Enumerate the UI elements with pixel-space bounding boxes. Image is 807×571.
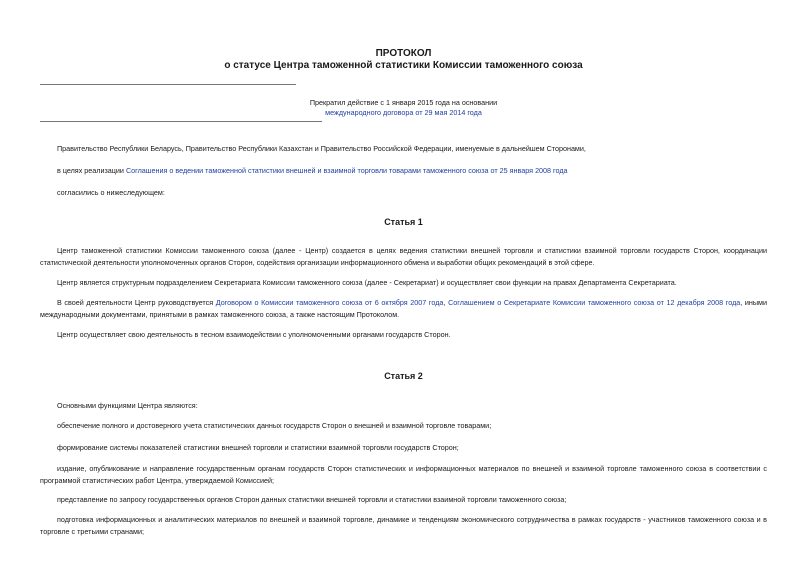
article-1-p3-prefix: В своей деятельности Центр руководствуется — [57, 298, 216, 307]
article-2-function-1: обеспечение полного и достоверного учета статистических данных государств Сторон о внешней и взаимной торговле товарами; — [57, 421, 492, 430]
treaty-link-2007[interactable]: Договором о Комиссии таможенного союза от 6 октября 2007 года — [215, 298, 444, 307]
article-1-heading: Статья 1 — [384, 217, 423, 227]
article-1-paragraph-3 — [40, 297, 767, 321]
article-2-function-3: издание, опубликование и направление государственным органам государств Сторон статистических и информационных материалов по внешней и взаимной торговле таможенного союза в соответствии с программой статистических работ Центра, утверждаемой Комиссией; — [40, 464, 767, 485]
article-2-function-4: представление по запросу государственных органов Сторон данных статистики внешней торговли и статистики взаимной торговли таможенного союза; — [57, 495, 567, 504]
preamble-paragraph-3: согласились о нижеследующем: — [57, 188, 165, 197]
article-2-intro: Основными функциями Центра являются: — [57, 401, 198, 410]
preamble-paragraph-2 — [57, 165, 568, 177]
article-2-function-5: подготовка информационных и аналитических материалов по внешней и взаимной торговле, динамике и тенденциям экономического сотрудничества в рамках государств - участников таможенного союза и в торговле с третьими странами; — [40, 515, 767, 536]
article-1-p3-suffix: , иными международными документами, принятыми в рамках таможенного союза, а также настоящим Протоколом. — [40, 298, 768, 319]
preamble-p2-prefix: в целях реализации — [57, 166, 126, 175]
status-note-line1: Прекратил действие с 1 января 2015 года на основании — [309, 98, 498, 107]
agreement-link-2008[interactable]: Соглашения о ведении таможенной статистики внешней и взаимной торговли товарами таможенного союза от 25 января 2008 года — [125, 166, 568, 175]
article-1-paragraph-2: Центр является структурным подразделением Секретариата Комиссии таможенного союза (далее - Секретариат) и осуществляет свои функции на правах Департамента Секретариата. — [57, 278, 677, 287]
separator-top — [40, 84, 296, 85]
status-note-link[interactable]: международного договора от 29 мая 2014 года — [325, 108, 482, 117]
document-title: ПРОТОКОЛ — [375, 48, 432, 59]
article-2-function-2: формирование системы показателей статистики внешней торговли и статистики взаимной торговли государств Сторон; — [57, 443, 459, 452]
article-1-p3-separator: , — [443, 298, 449, 307]
preamble-paragraph-1: Правительство Республики Беларусь, Правительство Республики Казахстан и Правительство Российской Федерации, именуемые в дальнейшем Сторонами, — [57, 144, 586, 153]
article-1-paragraph-1: Центр таможенной статистики Комиссии таможенного союза (далее - Центр) создается в целях ведения статистики внешней торговли и статистики взаимной торговли государств Сторон, координации статистической деятельности уполномоченных органов Сторон, содействия организации информационного обмена и выработки общих рекомендаций в этой сфере. — [40, 246, 767, 267]
agreement-link-secretariat-2008[interactable]: Соглашением о Секретариате Комиссии таможенного союза от 12 декабря 2008 года — [448, 298, 741, 307]
article-1-paragraph-4: Центр осуществляет свою деятельность в тесном взаимодействии с уполномоченными органами государств Сторон. — [57, 330, 451, 339]
document-subtitle: о статусе Центра таможенной статистики Комиссии таможенного союза — [224, 60, 583, 71]
status-note-line2 — [0, 108, 807, 117]
article-2-heading: Статья 2 — [384, 371, 423, 381]
separator-bottom — [40, 121, 322, 122]
